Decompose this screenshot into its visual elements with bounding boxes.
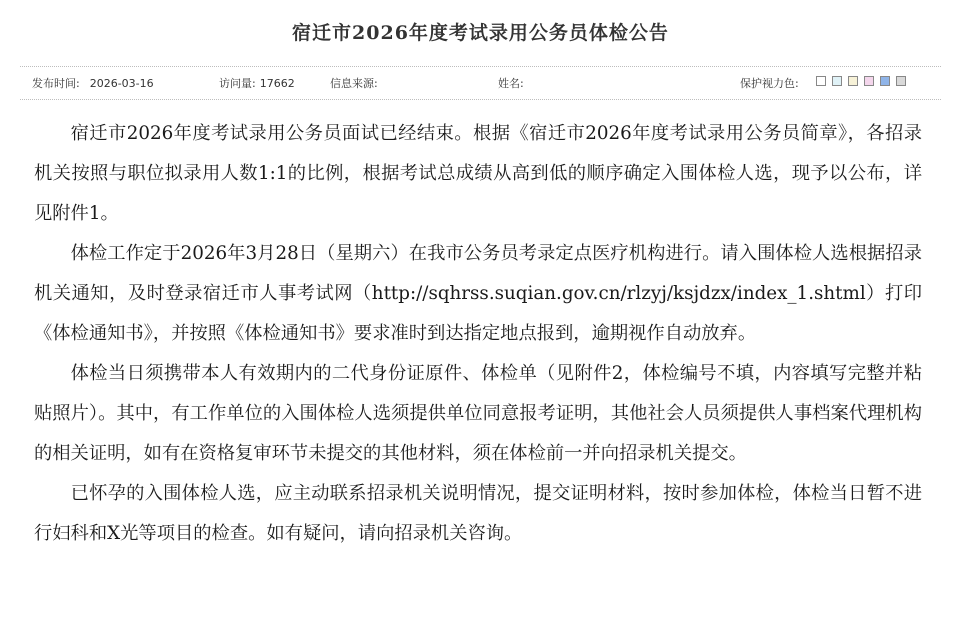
article-paragraph: 已怀孕的入围体检人选，应主动联系招录机关说明情况，提交证明材料，按时参加体检，体检当日暂不进行妇科和X光等项目的检查。如有疑问，请向招录机关咨询。 (34, 483, 922, 544)
author-label: 姓名: (498, 77, 524, 90)
eye-color-swatch-white[interactable] (816, 76, 826, 86)
info-source-label: 信息来源: (330, 77, 378, 90)
visit-count-value: 17662 (259, 77, 295, 90)
article-paragraph: 体检当日须携带本人有效期内的二代身份证原件、体检单（见附件2，体检编号不填，内容填写完整并粘贴照片）。其中，有工作单位的入围体检人选须提供单位同意报考证明，其他社会人员须提供人事档案代理机构的相关证明，如有在资格复审环节未提交的其他材料，须在体检前一并向招录机关提交。 (34, 363, 922, 464)
page-title: 宿迁市2026年度考试录用公务员体检公告 (292, 22, 669, 44)
publish-time-value: 2026-03-16 (89, 77, 154, 90)
visit-count-label: 访问量: (219, 77, 256, 90)
article-paragraph: 宿迁市2026年度考试录用公务员面试已经结束。根据《宿迁市2026年度考试录用公务员简章》，各招录机关按照与职位拟录用人数1:1的比例，根据考试总成绩从高到低的顺序确定入围体检人选，现予以公布，详见附件1。 (34, 123, 922, 224)
publish-time (32, 75, 154, 91)
article-paragraph: 体检工作定于2026年3月28日（星期六）在我市公务员考录定点医疗机构进行。请入围体检人选根据招录机关通知，及时登录宿迁市人事考试网（http://sqhrss.suqian.gov.cn/rlzyj/ksjdzx/index_1.shtml）打印《体检通知书》，并按照《体检通知书》要求准时到达指定地点报到，逾期视作自动放弃。 (34, 243, 922, 344)
eye-color-swatch-light-yellow[interactable] (848, 76, 858, 86)
info-source (330, 75, 388, 91)
publish-time-label: 发布时间: (32, 77, 80, 90)
author (498, 75, 534, 91)
visit-count (219, 75, 295, 91)
eye-color-swatch-light-cyan[interactable] (832, 76, 842, 86)
eye-color-swatch-blue[interactable] (880, 76, 890, 86)
eye-color-swatch-gray[interactable] (896, 76, 906, 86)
article-body (34, 114, 922, 554)
eye-color-swatch-pink[interactable] (864, 76, 874, 86)
meta-bar (20, 66, 941, 100)
title-area (0, 0, 961, 60)
eye-protection-swatches (816, 76, 906, 86)
eye-protection-label: 保护视力色: (740, 77, 799, 90)
